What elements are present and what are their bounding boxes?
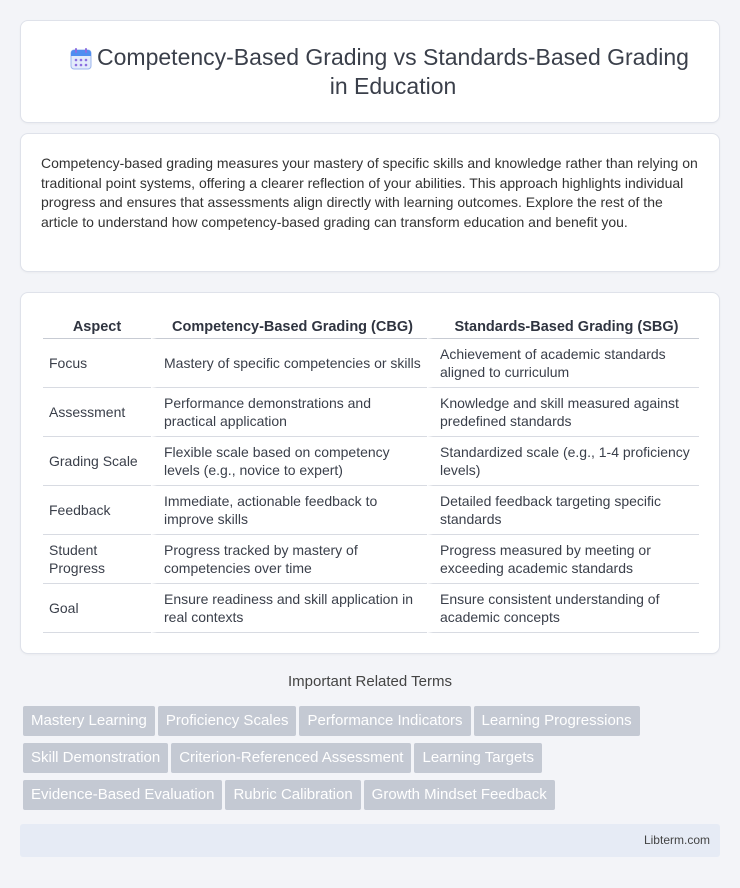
- intro-paragraph: Competency-based grading measures your mastery of specific skills and knowledge rather than relying on traditional point systems, offering a clearer reflection of your abilities. This approach highlights individual progress and ensures that assessments align directly with learning outcomes. Explore the rest of the article to understand how competency-based grading can transform education and benefit you.: [41, 155, 698, 230]
- aspect-cell: Focus: [43, 339, 151, 388]
- column-header-aspect: Aspect: [43, 313, 151, 339]
- footer-bar: [20, 824, 720, 857]
- calendar-icon: [69, 47, 93, 71]
- tag-proficiency-scales[interactable]: Proficiency Scales: [158, 706, 297, 736]
- aspect-cell: Student Progress: [43, 535, 151, 584]
- related-terms-list: [23, 706, 703, 817]
- table-header-row: [43, 313, 699, 339]
- sbg-cell: Detailed feedback targeting specific standards: [427, 486, 699, 535]
- comparison-table-card: [20, 292, 720, 654]
- aspect-cell: Goal: [43, 584, 151, 633]
- tag-evidence-based-evaluation[interactable]: Evidence-Based Evaluation: [23, 780, 222, 810]
- sbg-cell: Progress measured by meeting or exceeding academic standards: [427, 535, 699, 584]
- tag-criterion-referenced-assessment[interactable]: Criterion-Referenced Assessment: [171, 743, 411, 773]
- table-row: [43, 535, 699, 584]
- tag-learning-progressions[interactable]: Learning Progressions: [474, 706, 640, 736]
- column-header-sbg: Standards-Based Grading (SBG): [427, 313, 699, 339]
- sbg-cell: Achievement of academic standards aligned to curriculum: [427, 339, 699, 388]
- table-row: [43, 584, 699, 633]
- table-row: [43, 437, 699, 486]
- aspect-cell: Grading Scale: [43, 437, 151, 486]
- page-title: Competency-Based Grading vs Standards-Based Grading in Education: [97, 44, 689, 99]
- cbg-cell: Mastery of specific competencies or skills: [151, 339, 427, 388]
- column-header-cbg: Competency-Based Grading (CBG): [151, 313, 427, 339]
- header-card: [20, 20, 720, 123]
- tag-learning-targets[interactable]: Learning Targets: [414, 743, 541, 773]
- table-row: [43, 388, 699, 437]
- cbg-cell: Performance demonstrations and practical application: [151, 388, 427, 437]
- intro-card: [20, 133, 720, 272]
- sbg-cell: Knowledge and skill measured against predefined standards: [427, 388, 699, 437]
- footer-site-link[interactable]: Libterm.com: [643, 833, 710, 847]
- cbg-cell: Flexible scale based on competency levels (e.g., novice to expert): [151, 437, 427, 486]
- aspect-cell: Assessment: [43, 388, 151, 437]
- title-wrap: [51, 43, 699, 101]
- table-row: [43, 339, 699, 388]
- sbg-cell: Ensure consistent understanding of academic concepts: [427, 584, 699, 633]
- tag-rubric-calibration[interactable]: Rubric Calibration: [225, 780, 360, 810]
- aspect-cell: Feedback: [43, 486, 151, 535]
- tag-performance-indicators[interactable]: Performance Indicators: [299, 706, 470, 736]
- tag-skill-demonstration[interactable]: Skill Demonstration: [23, 743, 168, 773]
- table-row: [43, 486, 699, 535]
- cbg-cell: Progress tracked by mastery of competencies over time: [151, 535, 427, 584]
- cbg-cell: Ensure readiness and skill application in real contexts: [151, 584, 427, 633]
- related-terms-heading: Important Related Terms: [288, 673, 452, 690]
- tag-mastery-learning[interactable]: Mastery Learning: [23, 706, 155, 736]
- comparison-table: [43, 313, 699, 633]
- sbg-cell: Standardized scale (e.g., 1-4 proficiency levels): [427, 437, 699, 486]
- tag-growth-mindset-feedback[interactable]: Growth Mindset Feedback: [364, 780, 555, 810]
- cbg-cell: Immediate, actionable feedback to improve skills: [151, 486, 427, 535]
